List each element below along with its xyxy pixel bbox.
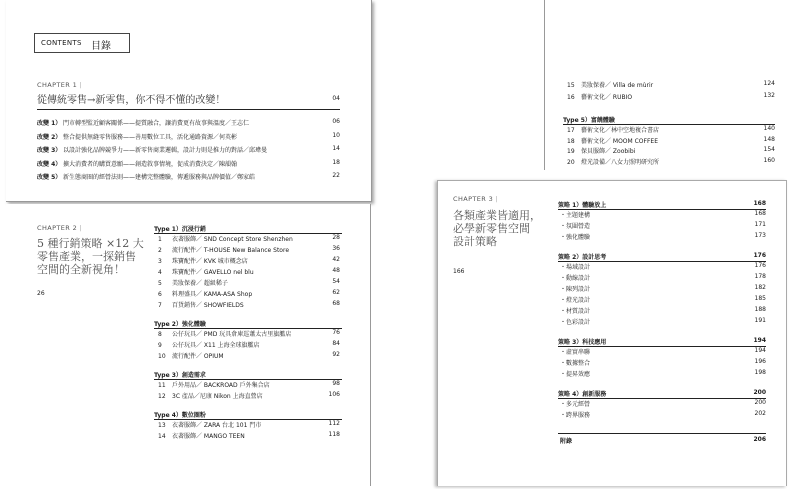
strategy-item: ・虛實串聯 [560, 349, 591, 356]
chapter2-row-page: 106 [328, 391, 340, 398]
strategy-item: ・材質設計 [560, 308, 591, 315]
toc-chinese: 目錄 [91, 41, 111, 52]
page-chapter1 [6, 0, 372, 202]
strategy-head-page: 176 [753, 252, 766, 259]
chapter2-row-text: 珠寶配件／ GAVELLO nel blu [172, 269, 254, 276]
strategy-item-page: 188 [754, 306, 766, 313]
chapter2-row-page: 54 [332, 278, 340, 285]
right-top-row [567, 136, 658, 145]
chapter2-row-number: 3 [158, 258, 162, 265]
chapter2-row [158, 245, 289, 254]
chapter2-row-page: 98 [332, 380, 340, 387]
chapter3-page: 166 [453, 268, 465, 275]
chapter2-row-page: 48 [332, 267, 340, 274]
chapter2-row-page: 42 [332, 256, 340, 263]
right-top-row-text: 藝術文化／ MOOM COFFEE [581, 137, 659, 145]
chapter1-item-tag: 改變 3） [37, 147, 62, 154]
chapter2-row [158, 256, 248, 265]
chapter1-item-text: 整合提供無縫零售服務——善用數位工具，活化通路資源／何英彬 [63, 133, 238, 141]
strategy-item-page: 168 [754, 210, 766, 217]
chapter2-row-page: 84 [332, 340, 340, 347]
chapter1-item [37, 159, 237, 168]
chapter2-row [158, 380, 270, 389]
chapter1-divider [37, 109, 340, 110]
chapter1-item-page: 22 [332, 172, 340, 179]
chapter2-row-text: 衣著服飾／ MANGO TEEN [172, 433, 245, 440]
chapter2-row [158, 431, 245, 440]
right-top-row-page: 124 [763, 80, 775, 87]
chapter1-item-text: 門市轉型監近顧客關係——提質融合，讓消費更有故事與溫度／王志仁 [63, 120, 250, 127]
strategy-item-page: 202 [754, 410, 766, 417]
chapter1-item [37, 145, 267, 154]
strategy-item: ・場域設計 [560, 264, 591, 271]
chapter1-item [37, 172, 255, 181]
strategy-item-page: 196 [754, 358, 766, 365]
chapter2-row [158, 278, 228, 287]
toc-header [34, 33, 130, 53]
right-top-row-text: 美妝保養／ Villa de mùrir [581, 82, 654, 89]
right-top-row-page: 160 [763, 156, 775, 164]
right-top-row-text: 藝術文化／ RUBIO [581, 94, 633, 101]
chapter2-row-text: 公仔玩具／ PMD 玩具倉庫巡蕭太古里旗艦店 [172, 331, 292, 338]
strategy-item-page: 200 [754, 399, 766, 406]
chapter2-row [158, 340, 260, 349]
chapter1-item-text: 以設計強化品牌競爭力——新零售商業邏輯，設計力則是推力的對話／邱瑋曼 [63, 147, 268, 154]
strategy-item: ・氛圍營造 [560, 223, 591, 230]
chapter2-row-text: 珠寶配件／ KVK 城市概念店 [172, 258, 248, 265]
chapter2-row-text: 流行配件／ OPIUM [172, 353, 224, 360]
strategy-head: 策略 2）設計思考 [558, 254, 607, 261]
right-top-row [567, 92, 632, 101]
chapter2-type-head: Type 4）數位圈粉 [154, 412, 206, 419]
chapter2-row-page: 118 [328, 431, 340, 438]
strategy-item-page: 191 [754, 317, 766, 324]
strategy-item-page: 198 [754, 369, 766, 376]
right-top-row-text: 保貝服飾／ Zoobibi [581, 148, 636, 155]
strategy-item-page: 173 [754, 232, 766, 239]
chapter2-row-text: 衣著服飾／ ZARA 台北 101 門市 [172, 422, 262, 429]
chapter2-row-number: 14 [158, 433, 166, 440]
strategy-item: ・色彩設計 [560, 319, 591, 326]
chapter1-item-tag: 改變 2） [37, 133, 62, 141]
chapter1-item [37, 132, 237, 141]
chapter2-row-number: 8 [158, 331, 162, 338]
right-top-row-page: 154 [763, 146, 775, 153]
page-chapter2 [6, 204, 371, 486]
chapter2-row-text: 料理盛具／ KAMA-ASA Shop [172, 291, 253, 298]
chapter2-type-head: Type 1）沉浸行銷 [154, 226, 206, 233]
chapter2-type-head: Type 3）創造需求 [154, 372, 206, 379]
chapter2-row-text: 百貨銷售／ SHOWFIELDS [172, 302, 244, 309]
chapter2-row-number: 9 [158, 342, 162, 349]
chapter2-row [158, 267, 254, 276]
right-top-row-number: 18 [567, 137, 575, 145]
strategy-item: ・強化體驗 [560, 234, 591, 241]
chapter2-row-number: 13 [158, 422, 166, 429]
strategy-item: ・多元經營 [560, 401, 591, 408]
strategy-head-page: 200 [753, 389, 766, 396]
chapter2-row-page: 92 [332, 351, 340, 358]
strategy-item: ・跨界服務 [560, 412, 591, 419]
chapter3-title: 各類產業皆適用， 必學新零售空間 設計策略 [453, 209, 541, 248]
chapter1-item-page: 14 [332, 145, 340, 152]
strategy-item: ・陳列設計 [560, 286, 591, 293]
strategy-head: 策略 4）創新服務 [558, 391, 607, 398]
strategy-head-page: 194 [753, 337, 766, 344]
right-top-row-text: 燈光設備／八女力照明研究所 [581, 158, 660, 166]
appendix-page: 206 [753, 436, 766, 443]
strategy-item: ・動線設計 [560, 275, 591, 282]
chapter2-row-page: 68 [332, 300, 340, 307]
strategy-item-page: 182 [754, 284, 766, 291]
toc-label: CONTENTS [41, 39, 82, 47]
chapter2-row-page: 112 [328, 420, 340, 427]
chapter2-row-number: 2 [158, 247, 162, 254]
right-top-row [567, 157, 659, 166]
strategy-item: ・數據整合 [560, 360, 591, 367]
chapter1-item-text: 新生態商圈的經營法則——建構完整體驗，傳遞服務與品牌價值／鄭家皓 [63, 174, 256, 181]
strategy-item: ・提昇效應 [560, 371, 591, 378]
chapter1-item [37, 118, 249, 127]
chapter1-title: 從傳統零售→新零售，你不得不懂的改變！ [37, 95, 226, 106]
page-chapter3 [437, 180, 787, 486]
strategy-item-page: 185 [754, 295, 766, 302]
right-top-row-number: 16 [567, 94, 575, 101]
chapter2-row-text: 流行配件／ T-HOUSE New Balance Store [172, 247, 290, 254]
chapter1-item-tag: 改變 5） [37, 174, 62, 181]
right-top-row-number: 20 [567, 158, 575, 166]
chapter2-row-number: 12 [158, 393, 166, 400]
chapter2-row-number: 10 [158, 353, 166, 360]
right-top-row-number: 19 [567, 148, 575, 155]
chapter1-item-page: 18 [332, 158, 340, 166]
strategy-head: 策略 3）科技應用 [558, 339, 607, 346]
chapter2-row-page: 36 [332, 245, 340, 252]
type5-head: Type 5）富饒體驗 [563, 117, 615, 124]
right-top-row-page: 132 [763, 92, 775, 99]
strategy-item-page: 178 [754, 273, 766, 280]
chapter2-row-number: 6 [158, 291, 162, 298]
strategy-item-page: 171 [754, 221, 766, 228]
strategy-item: ・主題建構 [560, 212, 591, 219]
page-right-top [544, 0, 790, 170]
chapter2-row-text: 衣著服飾／ SND Concept Store Shenzhen [172, 236, 293, 243]
chapter2-row-text: 3C 產品／尼康 Nikon 上海直營店 [172, 393, 263, 400]
strategy-item-page: 194 [754, 347, 766, 354]
chapter2-row-number: 11 [158, 382, 166, 389]
right-top-row-page: 148 [763, 135, 775, 143]
chapter2-row [158, 420, 261, 429]
right-top-row-text: 藝術文化／林中空地複合書店 [581, 127, 660, 134]
chapter1-label: CHAPTER 1 | [37, 81, 83, 89]
appendix-divider [558, 433, 766, 434]
chapter1-item-tag: 改變 1） [37, 120, 62, 127]
chapter2-row-page: 62 [332, 289, 340, 296]
chapter1-item-page: 06 [332, 118, 340, 125]
chapter2-row [158, 234, 293, 243]
chapter2-row [158, 300, 244, 309]
strategy-item-page: 176 [754, 262, 766, 269]
chapter1-page: 04 [332, 95, 340, 102]
chapter2-row-text: 美妝保養／ 超級稀子 [172, 280, 228, 287]
chapter2-row-number: 5 [158, 280, 162, 287]
strategy-item: ・燈光設計 [560, 297, 591, 304]
chapter2-type-head: Type 2）強化體驗 [154, 321, 206, 328]
chapter2-row-number: 4 [158, 269, 162, 276]
chapter2-row-text: 戶外用品／ BACKROAD 戶外集合店 [172, 382, 270, 389]
chapter1-item-page: 10 [332, 131, 340, 139]
strategy-head-page: 168 [753, 200, 766, 207]
right-top-row [567, 146, 635, 155]
chapter2-row-number: 7 [158, 302, 162, 309]
chapter2-title: 5 種行銷策略 ×12 大 零售產業，一探銷售 空間的全新視角！ [37, 237, 144, 276]
chapter1-item-tag: 改變 4） [37, 160, 62, 168]
right-top-row-number: 17 [567, 127, 575, 134]
strategy-head: 策略 1）體驗放上 [558, 202, 607, 209]
right-top-row-number: 15 [567, 82, 575, 89]
chapter2-row-number: 1 [158, 236, 162, 243]
appendix-label: 附錄 [560, 438, 573, 445]
chapter2-row [158, 289, 252, 298]
chapter2-page: 26 [37, 290, 45, 297]
chapter2-row [158, 391, 263, 400]
chapter2-label: CHAPTER 2 | [37, 224, 83, 232]
chapter2-row [158, 329, 291, 338]
chapter2-row-page: 28 [332, 234, 340, 241]
right-top-row [567, 125, 659, 134]
right-top-row [567, 80, 653, 89]
chapter2-row [158, 351, 224, 360]
chapter2-row-page: 76 [332, 329, 340, 336]
right-top-row-page: 140 [763, 125, 775, 132]
chapter2-row-text: 公仔玩具／ X11 上海全球旗艦店 [172, 342, 260, 349]
chapter3-label: CHAPTER 3 | [453, 195, 499, 203]
chapter1-item-text: 擴大消費者的購買意願——創造敘事情境，促成消費決定／陳韻翰 [63, 160, 238, 168]
